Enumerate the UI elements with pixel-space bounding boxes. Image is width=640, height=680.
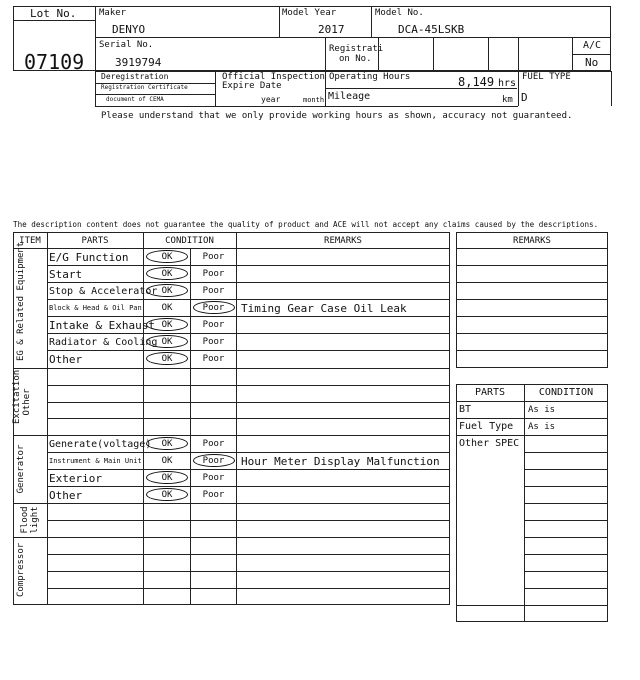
fuel-type-label: FUEL TYPE xyxy=(522,72,571,82)
section-label-eg: EG & Related Equipment xyxy=(16,241,26,361)
deregistration-label: Deregistration xyxy=(101,72,169,81)
part-name: Block & Head & Oil Pan xyxy=(49,304,142,312)
part-name: Exterior xyxy=(49,472,102,485)
part-name: Radiator & Cooling xyxy=(49,337,158,348)
ok-option[interactable]: OK xyxy=(161,473,173,483)
poor-option[interactable]: Poor xyxy=(202,252,225,262)
part-name: Stop & Accelerator xyxy=(49,286,158,297)
section-label-excitation: Excitation Other xyxy=(12,369,32,424)
ok-option[interactable]: OK xyxy=(161,490,173,500)
header-item: ITEM xyxy=(19,236,41,246)
poor-option[interactable]: Poor xyxy=(202,456,225,466)
ac-value: No xyxy=(585,56,599,69)
lot-label: Lot No. xyxy=(30,7,77,20)
mileage-label: Mileage xyxy=(328,91,371,102)
part-name: Generate(voltage) xyxy=(49,439,152,450)
ok-option[interactable]: OK xyxy=(161,439,173,449)
spec-condition: As is xyxy=(528,405,556,415)
model-year-value: 2017 xyxy=(318,23,345,36)
spec-part: Fuel Type xyxy=(459,421,514,432)
model-no-label: Model No. xyxy=(375,8,424,18)
poor-option[interactable]: Poor xyxy=(202,439,225,449)
inspection-label-2: Expire Date xyxy=(222,81,282,91)
maker-value: DENYO xyxy=(112,23,146,36)
model-no-value: DCA-45LSKB xyxy=(398,23,465,36)
part-name: Instrument & Main Unit xyxy=(49,457,142,465)
registration-certificate-label: Registration Certificate xyxy=(101,84,188,91)
cema-document-label: document of CEMA xyxy=(106,96,164,103)
ok-option[interactable]: OK xyxy=(161,337,173,347)
year-label: year xyxy=(261,95,281,104)
registration-label-1: Registrati xyxy=(329,44,384,54)
header-parts: PARTS xyxy=(81,236,109,246)
operating-hours-value: 8,149 xyxy=(458,75,495,89)
remark-text: Hour Meter Display Malfunction xyxy=(241,455,440,468)
description-note: The description content does not guarantee the quality of product and ACE will not accept any claims caused by the descriptions. xyxy=(13,220,599,229)
operating-hours-label: Operating Hours xyxy=(329,72,411,82)
poor-option[interactable]: Poor xyxy=(202,286,225,296)
spec-part: Other SPEC xyxy=(459,438,520,449)
ok-option[interactable]: OK xyxy=(161,269,173,279)
part-name: Other xyxy=(49,353,83,366)
poor-option[interactable]: Poor xyxy=(202,473,225,483)
remark-text: Timing Gear Case Oil Leak xyxy=(241,302,407,315)
poor-option[interactable]: Poor xyxy=(202,337,225,347)
spec-condition: As is xyxy=(528,422,556,432)
spec-part: BT xyxy=(459,404,472,415)
ok-option[interactable]: OK xyxy=(161,354,173,364)
part-name: Start xyxy=(49,268,83,281)
month-label: month xyxy=(303,96,325,104)
lot-value: 07109 xyxy=(24,50,85,74)
spec-condition-header: CONDITION xyxy=(538,387,594,398)
poor-option[interactable]: Poor xyxy=(202,269,225,279)
poor-option[interactable]: Poor xyxy=(202,490,225,500)
poor-option[interactable]: Poor xyxy=(202,303,225,313)
ok-option[interactable]: OK xyxy=(161,303,173,313)
hrs-label: hrs xyxy=(498,78,517,89)
part-name: E/G Function xyxy=(49,251,129,264)
section-label-generator: Generator xyxy=(16,444,26,494)
registration-label-2: on No. xyxy=(339,54,372,64)
serial-label: Serial No. xyxy=(99,40,154,50)
part-name: Intake & Exhaust xyxy=(49,319,155,332)
poor-option[interactable]: Poor xyxy=(202,320,225,330)
maker-label: Maker xyxy=(99,8,127,18)
section-label-floodlight: Floodlight xyxy=(20,506,40,534)
ok-option[interactable]: OK xyxy=(161,320,173,330)
right-remarks-header: REMARKS xyxy=(513,236,551,246)
inspection-label-1: Official Inspection xyxy=(222,72,325,82)
serial-value: 3919794 xyxy=(115,56,162,69)
model-year-label: Model Year xyxy=(282,8,337,18)
ac-label: A/C xyxy=(583,40,602,51)
section-label-compressor: Compressor xyxy=(16,542,26,597)
km-label: km xyxy=(502,95,513,105)
header-condition: CONDITION xyxy=(165,236,214,246)
ok-option[interactable]: OK xyxy=(161,456,173,466)
accuracy-disclaimer: Please understand that we only provide working hours as shown, accuracy not guaranteed. xyxy=(101,111,573,121)
fuel-type-value: D xyxy=(521,91,528,104)
part-name: Other xyxy=(49,489,83,502)
ok-option[interactable]: OK xyxy=(161,252,173,262)
ok-option[interactable]: OK xyxy=(161,286,173,296)
spec-parts-header: PARTS xyxy=(474,387,506,398)
poor-option[interactable]: Poor xyxy=(202,354,225,364)
header-remarks: REMARKS xyxy=(324,236,362,246)
